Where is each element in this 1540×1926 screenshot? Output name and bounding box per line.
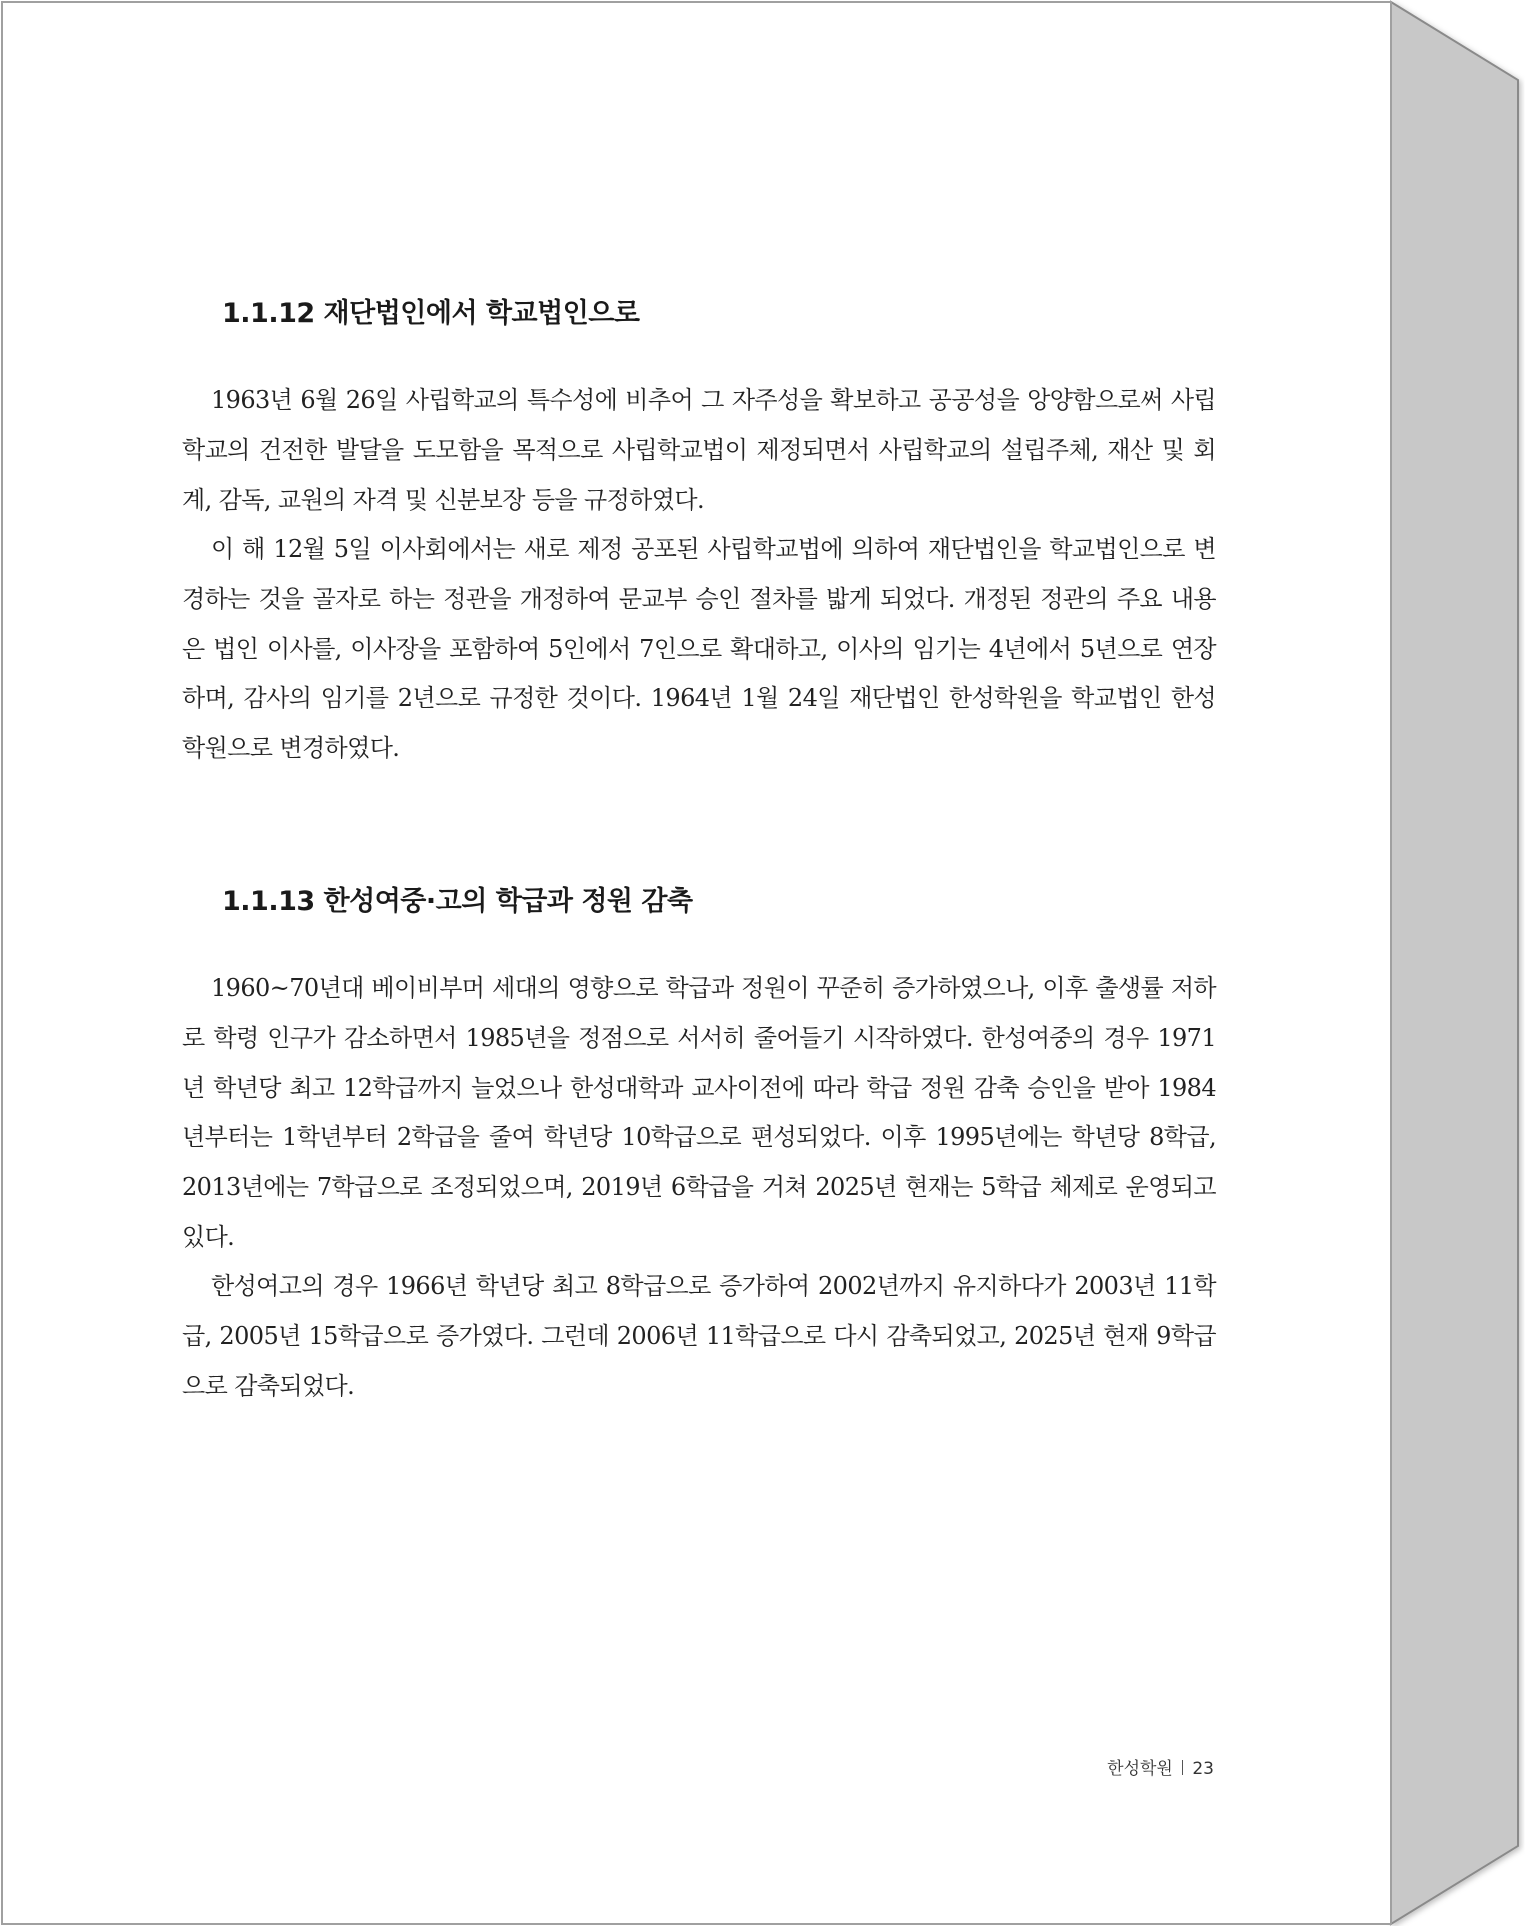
paragraph-line: 급, 2005년 15학급으로 증가였다. 그런데 2006년 11학급으로 다시 감축되었고, 2025년 현재 9학급 [182, 1321, 1216, 1350]
paragraph-line: 은 법인 이사를, 이사장을 포함하여 5인에서 7인으로 확대하고, 이사의 임기는 4년에서 5년으로 연장 [182, 634, 1216, 663]
paragraph-line: 학원으로 변경하였다. [182, 734, 400, 763]
paragraph [182, 525, 1216, 774]
paragraph-line: 으로 감축되었다. [182, 1371, 355, 1400]
page-number: 23 [1192, 1759, 1214, 1779]
paragraph-line: 경하는 것을 골자로 하는 정관을 개정하여 문교부 승인 절차를 밟게 되었다. 개정된 정관의 주요 내용 [182, 584, 1216, 613]
paragraph [182, 376, 1216, 525]
publisher-name: 한성학원 [1107, 1759, 1173, 1779]
paragraph-line: 2013년에는 7학급으로 조정되었으며, 2019년 6학급을 거쳐 2025년 현재는 5학급 체제로 운영되고 [182, 1173, 1216, 1202]
paragraph-line: 1960~70년대 베이비부머 세대의 영향으로 학급과 정원이 꾸준히 증가하였으나, 이후 출생률 저하 [211, 974, 1216, 1002]
paragraph-line: 계, 감독, 교원의 자격 및 신분보장 등을 규정하였다. [182, 485, 704, 514]
footer-divider [1182, 1760, 1184, 1775]
paragraph-line: 있다. [182, 1222, 235, 1251]
page-side-edge [1391, 2, 1518, 1924]
section-heading: 1.1.12 재단법인에서 학교법인으로 [222, 298, 640, 329]
paragraph-line: 이 해 12월 5일 이사회에서는 새로 제정 공포된 사립학교법에 의하여 재단법인을 학교법인으로 변 [211, 535, 1216, 563]
page-footer [1107, 1754, 1214, 1779]
paragraph-line: 학교의 건전한 발달을 도모함을 목적으로 사립학교법이 제정되면서 사립학교의 설립주체, 재산 및 회 [182, 435, 1216, 464]
page-face [2, 2, 1391, 1924]
paragraph [182, 1262, 1216, 1411]
paragraph-line: 년부터는 1학년부터 2학급을 줄여 학년당 10학급으로 편성되었다. 이후 1995년에는 학년당 8학급, [182, 1123, 1216, 1152]
paragraph-line: 년 학년당 최고 12학급까지 늘었으나 한성대학과 교사이전에 따라 학급 정원 감축 승인을 받아 1984 [182, 1073, 1216, 1102]
paragraph-line: 로 학령 인구가 감소하면서 1985년을 정점으로 서서히 줄어들기 시작하였다. 한성여중의 경우 1971 [182, 1023, 1216, 1052]
section-heading: 1.1.13 한성여중·고의 학급과 정원 감축 [222, 886, 693, 917]
paragraph-line: 한성여고의 경우 1966년 학년당 최고 8학급으로 증가하여 2002년까지 유지하다가 2003년 11학 [211, 1272, 1216, 1300]
paragraph-line: 하며, 감사의 임기를 2년으로 규정한 것이다. 1964년 1월 24일 재단법인 한성학원을 학교법인 한성 [182, 684, 1216, 713]
paragraph [182, 964, 1216, 1263]
paragraph-line: 1963년 6월 26일 사립학교의 특수성에 비추어 그 자주성을 확보하고 공공성을 앙양함으로써 사립 [211, 386, 1216, 414]
